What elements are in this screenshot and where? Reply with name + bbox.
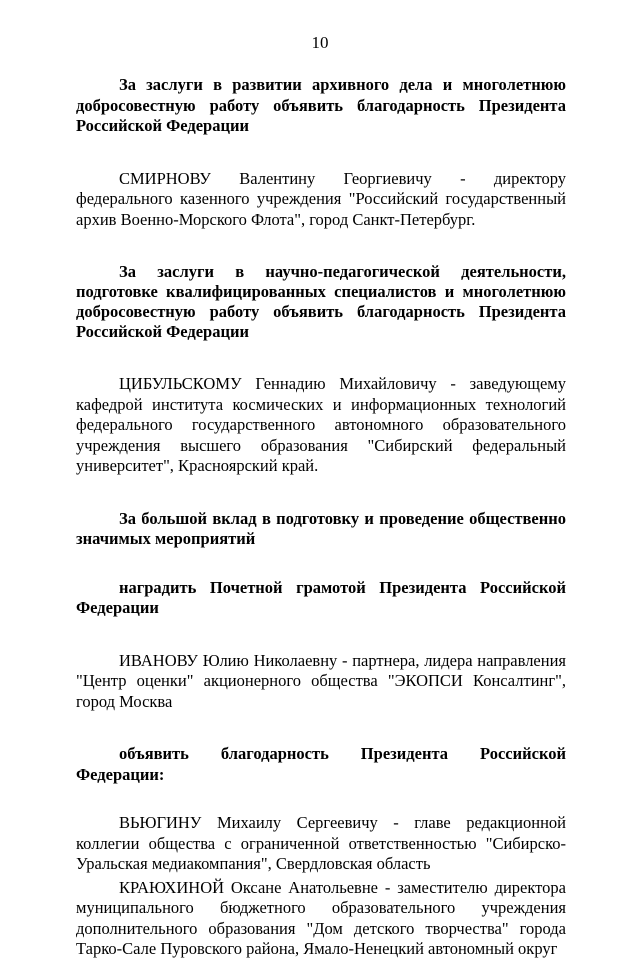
awardee-krayukhina: КРАЮХИНОЙ Оксане Анатольевне - заместителю директора муниципального бюджетного образовательного учреждения дополнительного образования "Дом детского творчества" города Тарко-Сале Пуровского района, Ямало-Ненецкий автономный округ bbox=[76, 877, 566, 958]
page-number: 10 bbox=[311, 33, 329, 52]
awardee-tsibulsky: ЦИБУЛЬСКОМУ Геннадию Михайловичу - заведующему кафедрой института космических и информационных технологий федерального государственного автономного образовательного учреждения высшего образования "Сибирский федеральный университет", Красноярский край. bbox=[76, 374, 566, 475]
awardee-ivanova: ИВАНОВУ Юлию Николаевну - партнера, лидера направления "Центр оценки" акционерного общества "ЭКОПСИ Консалтинг", город Москва bbox=[76, 650, 566, 711]
section-heading-events: За большой вклад в подготовку и проведение общественно значимых мероприятий bbox=[76, 508, 566, 548]
section-heading-archives: За заслуги в развитии архивного дела и многолетнюю добросовестную работу объявить благодарность Президента Российской Федерации bbox=[76, 75, 566, 135]
awardee-vyugin: ВЬЮГИНУ Михаилу Сергеевичу - главе редакционной коллегии общества с ограниченной ответственностью "Сибирско-Уральская медиакомпания", Свердловская область bbox=[76, 813, 566, 873]
document-body bbox=[76, 75, 566, 960]
award-type-certificate: наградить Почетной грамотой Президента Российской Федерации bbox=[76, 577, 566, 617]
section-heading-science: За заслуги в научно-педагогической деятельности, подготовке квалифицированных специалистов и многолетнюю добросовестную работу объявить благодарность Президента Российской Федерации bbox=[76, 262, 566, 341]
award-type-gratitude: объявить благодарность Президента Российской Федерации: bbox=[76, 744, 566, 784]
awardee-smirnov: СМИРНОВУ Валентину Георгиевичу - директору федерального казенного учреждения "Российский государственный архив Военно-Морского Флота", город Санкт-Петербург. bbox=[76, 168, 566, 229]
